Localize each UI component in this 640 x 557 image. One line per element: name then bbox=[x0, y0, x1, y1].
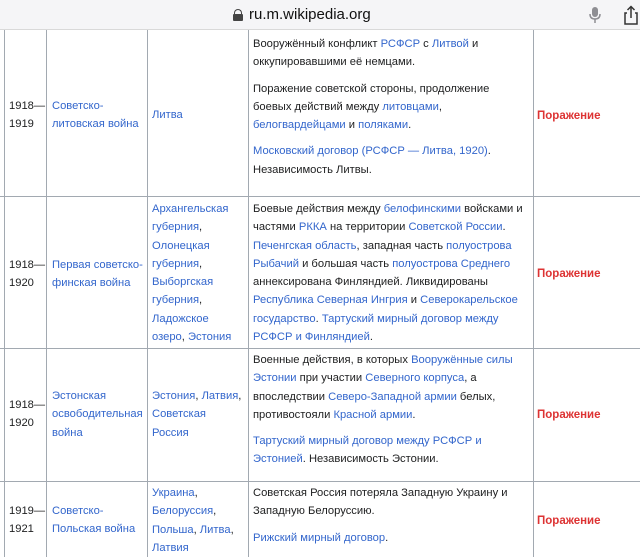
summary-link[interactable]: Печенгская область bbox=[253, 239, 357, 252]
war-name-line: война bbox=[52, 426, 83, 439]
territory-cell bbox=[152, 387, 241, 442]
summary-text: противостояли bbox=[253, 408, 334, 421]
summary-text: белых, bbox=[456, 390, 496, 403]
summary-cell bbox=[253, 351, 531, 469]
summary-link[interactable]: Республика Северная Ингрия bbox=[253, 294, 408, 307]
summary-link[interactable]: белогвардейцами bbox=[253, 119, 346, 132]
summary-text: . bbox=[385, 531, 389, 544]
summary-text: . bbox=[502, 221, 506, 234]
territory-link[interactable]: Советская bbox=[152, 408, 206, 421]
separator-text: , bbox=[199, 221, 203, 234]
territory-link[interactable]: губерния bbox=[152, 257, 200, 270]
territory-cell bbox=[152, 200, 231, 346]
separator-text: , bbox=[194, 487, 198, 499]
summary-text: . bbox=[487, 145, 491, 158]
territory-link[interactable]: Ладожское bbox=[152, 312, 209, 325]
separator-text: , bbox=[238, 390, 242, 402]
territory-link[interactable]: Россия bbox=[152, 426, 189, 439]
separator-text: , bbox=[193, 523, 200, 536]
summary-text: , а bbox=[464, 372, 477, 385]
summary-text: . bbox=[412, 408, 416, 421]
share-icon[interactable] bbox=[622, 5, 640, 25]
summary-link[interactable]: Тартуский мирный договор между РСФСР и bbox=[253, 435, 482, 448]
territory-link[interactable]: Эстония bbox=[152, 390, 196, 402]
years-cell bbox=[9, 256, 45, 293]
year-text: 1920 bbox=[9, 277, 34, 290]
summary-cell bbox=[253, 200, 531, 346]
year-text: 1919— bbox=[9, 505, 46, 517]
territory-link[interactable]: Белоруссия bbox=[152, 505, 214, 518]
years-cell bbox=[9, 396, 45, 433]
summary-link[interactable]: полуострова Среднего bbox=[392, 257, 511, 270]
war-name-link[interactable] bbox=[52, 97, 139, 134]
summary-text: Военные действия, в которых bbox=[253, 354, 412, 366]
war-name-line: Эстонская bbox=[52, 390, 107, 402]
territory-link[interactable]: Эстония bbox=[188, 331, 232, 344]
territory-link[interactable]: Латвия bbox=[201, 390, 239, 402]
territory-link[interactable]: Архангельская bbox=[152, 203, 229, 215]
url-display[interactable] bbox=[233, 6, 371, 23]
war-name-link[interactable] bbox=[52, 502, 135, 539]
summary-text: частями bbox=[253, 221, 299, 234]
summary-link[interactable]: Советской России bbox=[408, 221, 503, 234]
summary-text: с bbox=[420, 38, 432, 50]
summary-link[interactable]: Красной армии bbox=[333, 408, 413, 421]
territory-link[interactable]: губерния bbox=[152, 221, 200, 234]
summary-link[interactable]: Московский договор (РСФСР — Литва, 1920) bbox=[253, 145, 488, 158]
summary-link[interactable]: белофинскими bbox=[383, 203, 462, 215]
summary-text: . bbox=[408, 119, 412, 132]
summary-link[interactable]: Рижский мирный договор bbox=[253, 531, 386, 544]
summary-paragraph bbox=[253, 484, 531, 521]
table-border bbox=[533, 30, 534, 557]
summary-text: . bbox=[369, 331, 373, 344]
summary-text: при участии bbox=[296, 372, 366, 385]
summary-link[interactable]: Северного корпуса bbox=[365, 372, 465, 385]
summary-link[interactable]: РСФСР и Финляндией bbox=[253, 331, 370, 344]
summary-text: и bbox=[468, 38, 479, 50]
summary-link[interactable]: полуострова bbox=[446, 239, 512, 252]
summary-text: Независимость Литвы. bbox=[253, 163, 372, 176]
summary-text: аннексирована Финляндией. Ликвидированы bbox=[253, 276, 488, 289]
year-text: 1918— bbox=[9, 399, 46, 411]
result-cell: Поражение bbox=[537, 515, 601, 527]
separator-text: , bbox=[199, 257, 203, 270]
year-text: 1918— bbox=[9, 259, 46, 271]
separator-text: , bbox=[213, 505, 217, 518]
summary-text: , западная часть bbox=[356, 239, 447, 252]
territory-link[interactable]: Литва bbox=[152, 109, 183, 121]
summary-paragraph bbox=[253, 200, 531, 346]
year-text: 1918— bbox=[9, 100, 46, 112]
summary-link[interactable]: поляками bbox=[358, 119, 409, 132]
lock-icon bbox=[233, 9, 243, 21]
result-cell: Поражение bbox=[537, 110, 601, 122]
summary-link[interactable]: РККА bbox=[298, 221, 327, 234]
year-text: 1919 bbox=[9, 118, 34, 131]
table-border bbox=[46, 30, 47, 557]
summary-link[interactable]: РСФСР bbox=[380, 38, 421, 50]
summary-link[interactable]: литовцами bbox=[382, 100, 439, 113]
table-border bbox=[4, 30, 5, 557]
wars-table bbox=[0, 30, 640, 557]
summary-cell bbox=[253, 35, 531, 179]
war-name-link[interactable] bbox=[52, 387, 143, 442]
year-text: 1921 bbox=[9, 523, 34, 536]
summary-text: на территории bbox=[326, 221, 409, 234]
territory-link[interactable]: Украина bbox=[152, 487, 195, 499]
war-name-link[interactable] bbox=[52, 256, 143, 293]
summary-link[interactable]: Эстонией bbox=[253, 453, 303, 466]
summary-link[interactable]: Северокарельское bbox=[420, 294, 518, 307]
summary-link[interactable]: Северо-Западной армии bbox=[328, 390, 457, 403]
separator-text: , bbox=[181, 331, 188, 344]
summary-link[interactable]: Эстонии bbox=[253, 372, 297, 385]
summary-paragraph bbox=[253, 35, 531, 72]
summary-text: Советская Россия потеряла Западную Украину и bbox=[253, 487, 508, 499]
territory-link[interactable]: губерния bbox=[152, 294, 200, 307]
war-name-line: литовская война bbox=[52, 118, 139, 131]
summary-text: и bbox=[345, 119, 359, 132]
summary-link[interactable]: Вооружённые силы bbox=[411, 354, 513, 366]
summary-text: . Независимость Эстонии. bbox=[302, 453, 439, 466]
summary-text: и bbox=[407, 294, 421, 307]
war-name-line: Первая советско- bbox=[52, 259, 143, 271]
summary-link[interactable]: Тартуский мирный договор между bbox=[321, 312, 499, 325]
summary-cell bbox=[253, 484, 531, 547]
summary-text: Западную Белоруссию. bbox=[253, 505, 375, 518]
war-name-line: Советско- bbox=[52, 100, 104, 112]
summary-paragraph bbox=[253, 351, 531, 424]
war-name-line: финская война bbox=[52, 277, 131, 290]
table-border bbox=[0, 481, 640, 482]
table-border bbox=[248, 30, 249, 557]
war-name-line: Советско- bbox=[52, 505, 104, 517]
year-text: 1920 bbox=[9, 417, 34, 430]
summary-text: впоследствии bbox=[253, 390, 329, 403]
summary-paragraph bbox=[253, 432, 531, 469]
result-cell: Поражение bbox=[537, 409, 601, 421]
summary-text: войсками и bbox=[461, 203, 523, 215]
territory-cell bbox=[152, 106, 183, 124]
territory-cell bbox=[152, 484, 234, 557]
table-border bbox=[147, 30, 148, 557]
summary-text: Вооружённый конфликт bbox=[253, 38, 381, 50]
territory-link[interactable]: Олонецкая bbox=[152, 239, 210, 252]
summary-paragraph bbox=[253, 142, 531, 179]
microphone-icon[interactable] bbox=[588, 6, 602, 24]
separator-text: , bbox=[199, 294, 203, 307]
war-name-line: освободительная bbox=[52, 408, 143, 421]
summary-text: . bbox=[315, 312, 322, 325]
summary-link[interactable]: Рыбачий bbox=[253, 257, 299, 270]
summary-paragraph bbox=[253, 529, 531, 547]
summary-text: и большая часть bbox=[298, 257, 393, 270]
separator-text: , bbox=[230, 523, 234, 536]
summary-text: Поражение советской стороны, продолжение bbox=[253, 82, 490, 95]
years-cell bbox=[9, 97, 45, 134]
summary-text: оккупировавшими её немцами. bbox=[253, 56, 416, 69]
territory-link[interactable]: озеро bbox=[152, 331, 182, 344]
years-cell bbox=[9, 502, 45, 539]
territory-link[interactable]: Литва bbox=[199, 523, 231, 536]
war-name-line: Польская война bbox=[52, 523, 136, 536]
territory-link[interactable]: Латвия bbox=[152, 541, 189, 554]
summary-text: боевых действий между bbox=[253, 100, 383, 113]
summary-text: Боевые действия между bbox=[253, 203, 384, 215]
summary-link[interactable]: государство bbox=[253, 312, 316, 325]
territory-link[interactable]: Выборгская bbox=[152, 276, 214, 289]
summary-paragraph bbox=[253, 80, 531, 135]
territory-link[interactable]: Польша bbox=[152, 523, 194, 536]
table-border bbox=[0, 348, 640, 349]
separator-text: , bbox=[195, 390, 202, 402]
url-text: ru.m.wikipedia.org bbox=[249, 6, 371, 23]
summary-link[interactable]: Литвой bbox=[431, 38, 469, 50]
table-border bbox=[0, 196, 640, 197]
summary-text: , bbox=[438, 100, 442, 113]
result-cell: Поражение bbox=[537, 268, 601, 280]
browser-address-bar[interactable] bbox=[0, 0, 640, 30]
